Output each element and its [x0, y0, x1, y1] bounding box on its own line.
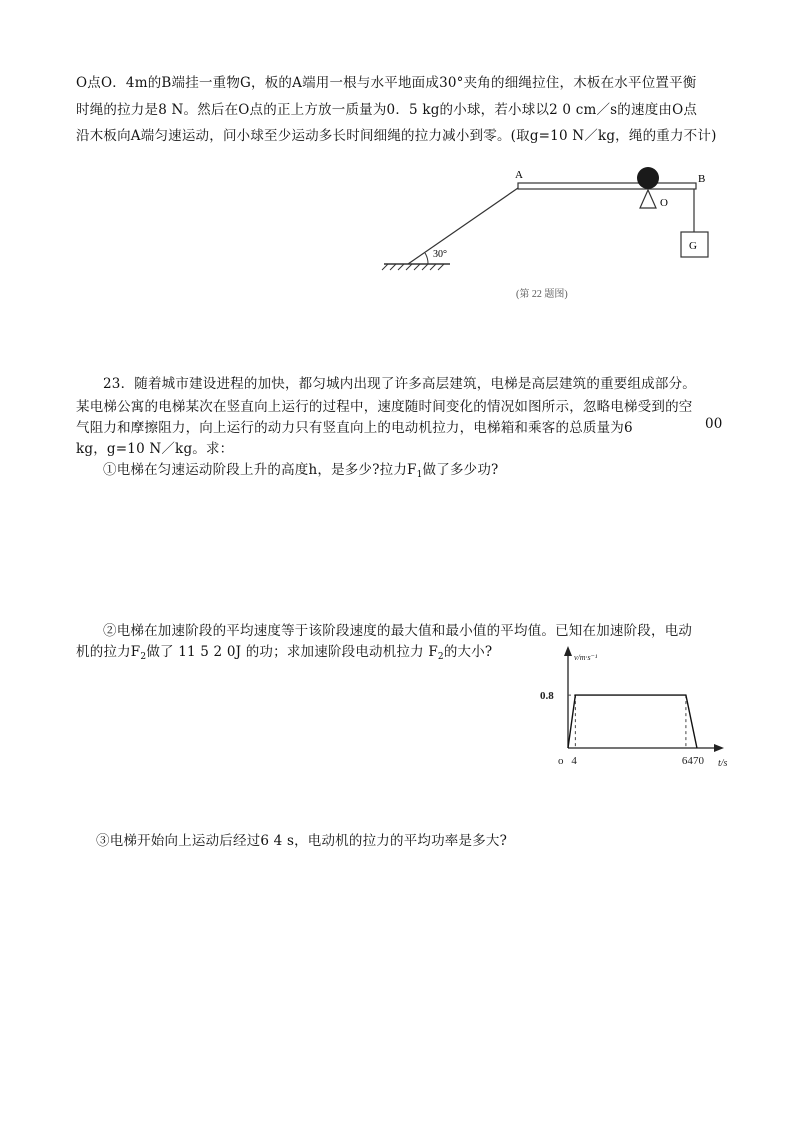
q22-text-line-2: 时绳的拉力是8 N。然后在O点的正上方放一质量为0．5 kg的小球，若小球以2 0 cm／s的速度由O点 — [76, 102, 698, 118]
q22-text-line-1: O点O．4m的B端挂一重物G，板的A端用一根与水平地面成30°夹角的细绳拉住，木板在水平位置平衡 — [76, 75, 697, 91]
y-axis-arrow — [564, 646, 572, 656]
q23-part-2-text-a: 机的拉力F — [76, 644, 141, 660]
q23-part-2-text-c: 的大小? — [443, 644, 493, 660]
angle-label: 30° — [433, 249, 447, 260]
x-axis-arrow — [714, 744, 724, 752]
ball — [637, 167, 659, 189]
x-tick-label: 4 — [571, 755, 577, 767]
q23-part-2-sub-2: 2 — [437, 652, 444, 662]
label-g: G — [689, 240, 697, 252]
lever-figure — [378, 160, 723, 305]
q22-text-line-3: 沿木板向A端匀速运动，问小球至少运动多长时间细绳的拉力减小到零。(取g=10 N／kg，绳的重力不计) — [76, 128, 717, 144]
angle-arc — [425, 253, 428, 264]
x-tick-label: 70 — [692, 755, 704, 767]
x-axis-label: t/s — [718, 758, 728, 769]
q23-part-1-sub: 1 — [416, 470, 423, 480]
ground-hatch — [382, 264, 444, 270]
figure-caption: (第 22 题图) — [516, 289, 568, 300]
q23-part-2-line-2 — [76, 640, 492, 662]
q23-part-3: ③电梯开始向上运动后经过6 4 s，电动机的拉力的平均功率是多大? — [96, 833, 508, 849]
x-tick-label: o — [558, 755, 564, 767]
rope — [408, 188, 518, 264]
q23-intro-line-3b: 00 — [705, 416, 723, 432]
q23-part-1 — [103, 458, 499, 480]
label-b: B — [698, 173, 706, 185]
q23-part-2-line-1: ②电梯在加速阶段的平均速度等于该阶段速度的最大值和最小值的平均值。已知在加速阶段，电动 — [103, 623, 693, 639]
y-axis-label: v/m·s⁻¹ — [574, 653, 598, 662]
velocity-series-line — [568, 695, 697, 748]
label-o: O — [660, 197, 668, 209]
q23-part-2-text-b: 做了 11 5 2 0J 的功；求加速阶段电动机拉力 F — [146, 644, 438, 660]
y-tick-label: 0.8 — [540, 690, 554, 703]
lever-plank — [518, 183, 696, 189]
q23-part-1-text-b: 做了多少功? — [422, 462, 499, 478]
velocity-time-chart — [536, 650, 726, 775]
x-tick-label: 64 — [681, 755, 693, 767]
label-a: A — [515, 169, 523, 181]
fulcrum-triangle — [640, 190, 656, 208]
q23-part-1-text-a: ①电梯在匀速运动阶段上升的高度h，是多少?拉力F — [103, 462, 417, 478]
q23-part-2-sub-1: 2 — [140, 652, 147, 662]
q23-intro-line-4: kg，g=10 N／kg。求： — [76, 441, 234, 457]
q23-intro-line-1: 23．随着城市建设进程的加快，都匀城内出现了许多高层建筑，电梯是高层建筑的重要组成部分。 — [103, 376, 696, 392]
q23-intro-line-3a: 气阻力和摩擦阻力，向上运行的动力只有竖直向上的电动机拉力，电梯箱和乘客的总质量为6 — [76, 420, 633, 436]
q23-intro-line-2: 某电梯公寓的电梯某次在竖直向上运行的过程中，速度随时间变化的情况如图所示，忽略电梯受到的空 — [76, 399, 693, 415]
